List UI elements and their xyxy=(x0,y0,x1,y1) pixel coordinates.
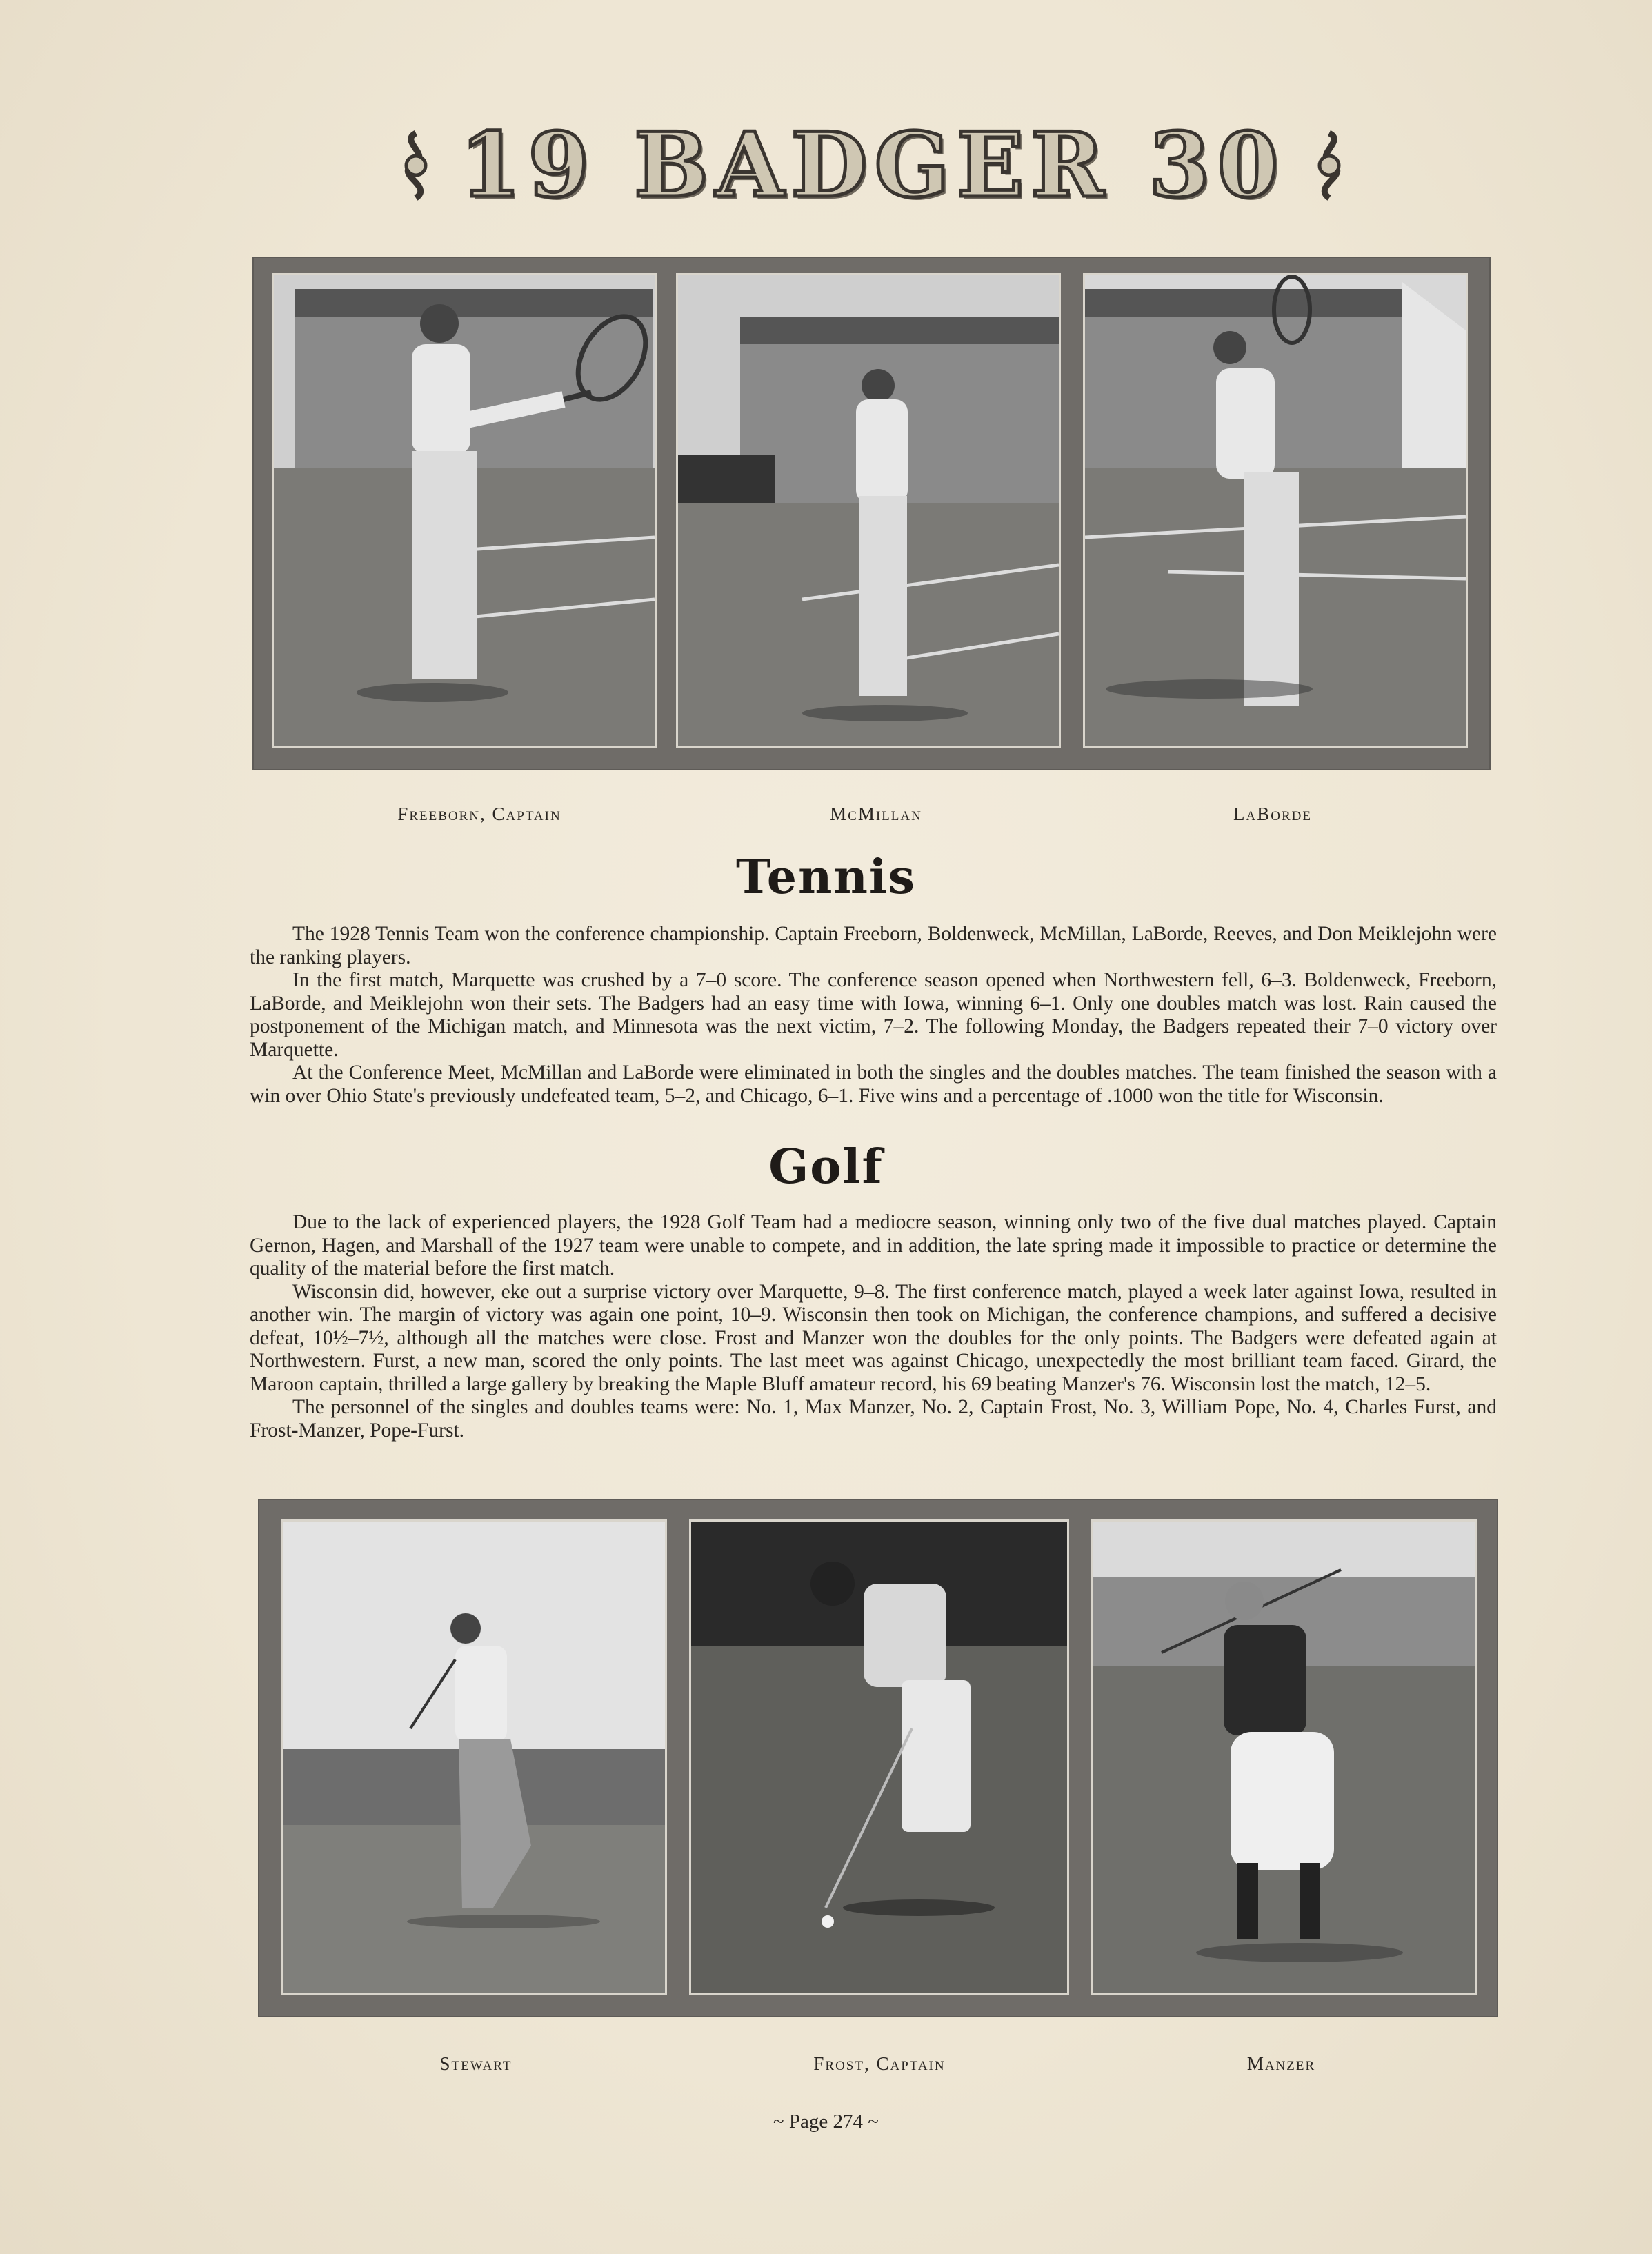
caption-frost: Frost, Captain xyxy=(813,2053,946,2074)
golf-photo-manzer xyxy=(1091,1519,1477,1995)
title-banner xyxy=(252,114,1493,217)
golf-paragraph: The personnel of the singles and doubles teams were: No. 1, Max Manzer, No. 2, Captain Frost, No. 3, William Pope, No. 4, Charles Furst, and Frost-Manzer, Pope-Furst. xyxy=(250,1396,1497,1442)
golf-article xyxy=(250,1211,1497,1442)
caption-freeborn: Freeborn, Captain xyxy=(397,804,561,824)
golf-photo-frame xyxy=(258,1499,1498,2017)
golf-photo-frost xyxy=(689,1519,1069,1995)
caption-manzer: Manzer xyxy=(1246,2053,1316,2074)
page-number: ~ Page 274 ~ xyxy=(773,2111,879,2133)
tennis-photo-mcmillan xyxy=(676,273,1061,748)
tennis-photo-frame xyxy=(252,257,1491,770)
tennis-paragraph: At the Conference Meet, McMillan and LaBorde were eliminated in both the singles and the doubles matches. The team finished the season with a win over Ohio State's previously undefeated team, 5–2, and Chicago, 6–1. Five wins and a percentage of .1000 won the title for Wisconsin. xyxy=(250,1061,1497,1107)
tennis-photo-freeborn xyxy=(272,273,657,748)
tennis-article xyxy=(250,923,1497,1108)
golf-paragraph: Wisconsin did, however, eke out a surprise victory over Marquette, 9–8. The first conference match, played a week later against Iowa, resulted in another win. The margin of victory was again one point, 10–9. Wisconsin then took on Michigan, the conference champions, and suffered a decisive defeat, 10½–7½, although all the matches were close. Frost and Manzer won the doubles for the only points. The Badgers were defeated again at Northwestern. Furst, a new man, scored the only points. The last meet was against Chicago, unexpectedly the most brilliant team faced. Girard, the Maroon captain, thrilled a large gallery by breaking the Maple Bluff amateur record, his 69 beating Manzer's 76. Wisconsin lost the match, 12–5. xyxy=(250,1280,1497,1395)
caption-mcmillan: McMillan xyxy=(830,804,922,824)
tennis-paragraph: The 1928 Tennis Team won the conference championship. Captain Freeborn, Boldenweck, McMillan, LaBorde, Reeves, and Don Meiklejohn were the ranking players. xyxy=(250,923,1497,968)
tennis-paragraph: In the first match, Marquette was crushed by a 7–0 score. The conference season opened when Northwestern fell, 6–3. Boldenweck, Freeborn, LaBorde, and Meiklejohn won their sets. The Badgers had an easy time with Iowa, winning 6–1. Only one doubles match was lost. Rain caused the postponement of the Michigan match, and Minnesota was the next victim, 7–2. The following Monday, the Badgers repeated their 7–0 victory over Marquette. xyxy=(250,969,1497,1061)
scroll-ornament-icon xyxy=(1298,128,1360,203)
scroll-ornament-icon xyxy=(385,128,447,203)
golf-photo-stewart xyxy=(281,1519,667,1995)
tennis-photo-laborde xyxy=(1083,273,1468,748)
golf-heading: Golf xyxy=(768,1139,884,1195)
tennis-heading: Tennis xyxy=(735,850,917,905)
yearbook-title: 19 BADGER 30 xyxy=(459,114,1286,217)
golf-paragraph: Due to the lack of experienced players, the 1928 Golf Team had a mediocre season, winning only two of the five dual matches played. Captain Gernon, Hagen, and Marshall of the 1927 team were unable to compete, and in addition, the late spring made it impossible to practice or determine the quality of the material before the first match. xyxy=(250,1211,1497,1279)
caption-laborde: LaBorde xyxy=(1233,804,1312,824)
caption-stewart: Stewart xyxy=(439,2053,512,2074)
